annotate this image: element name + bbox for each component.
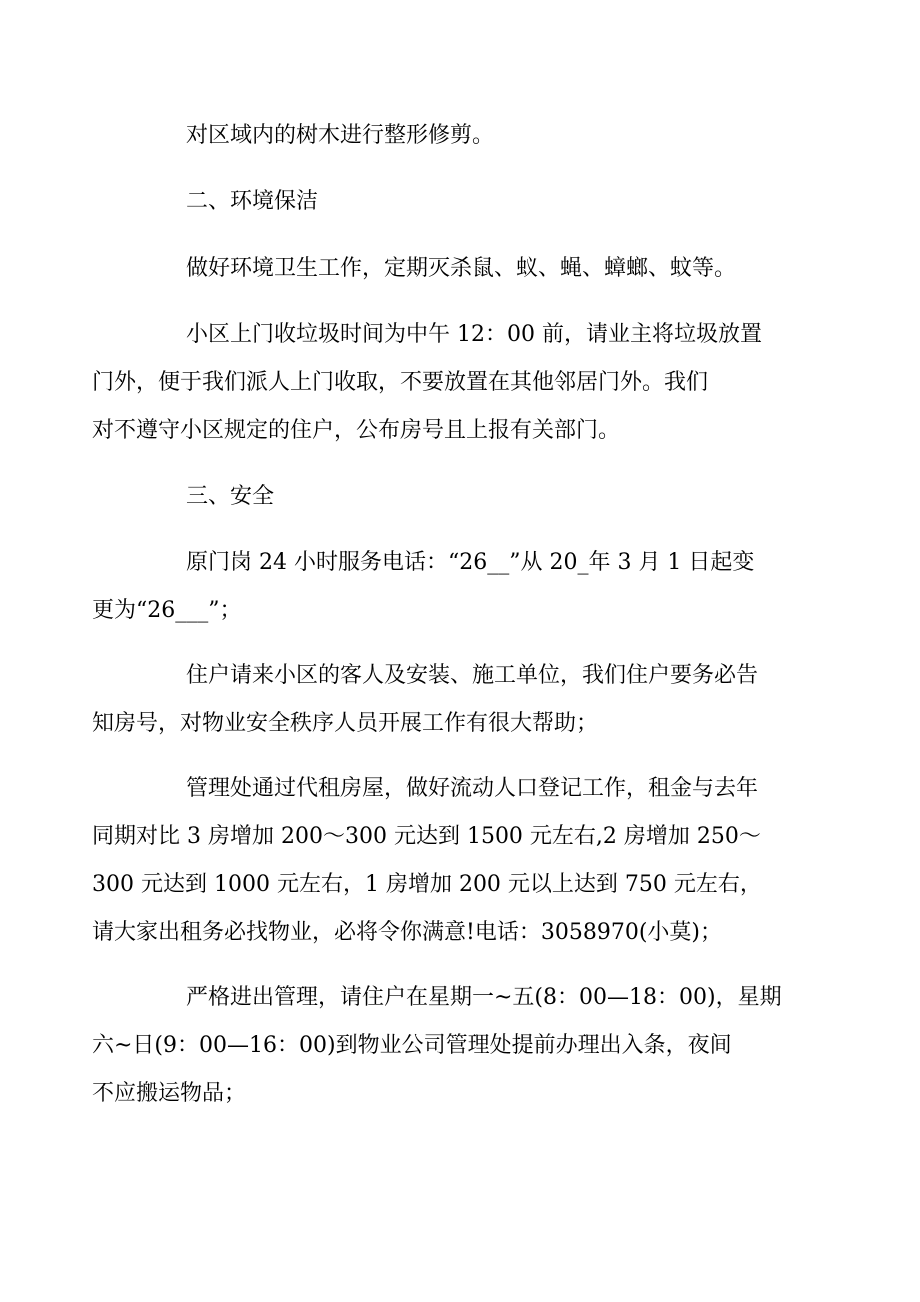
paragraph-access-control bbox=[92, 974, 794, 1118]
text-line: 对不遵守小区规定的住户，公布房号且上报有关部门。 bbox=[92, 418, 621, 443]
text-line: 管理处通过代租房屋，做好流动人口登记工作，租金与去年 bbox=[186, 776, 759, 801]
text-line: 二、环境保洁 bbox=[186, 189, 319, 214]
paragraph-garbage-collection bbox=[92, 311, 794, 455]
text-line: 小区上门收垃圾时间为中午 12：00 前，请业主将垃圾放置 bbox=[186, 322, 762, 347]
heading-environment-cleaning bbox=[139, 178, 794, 226]
text-line: 六~日(9：00—16：00)到物业公司管理处提前办理出入条，夜间 bbox=[92, 1033, 732, 1058]
text-line: 不应搬运物品； bbox=[92, 1081, 247, 1106]
paragraph-tree-pruning bbox=[139, 112, 794, 160]
text-line: 更为“26___”； bbox=[92, 598, 242, 623]
text-line: 严格进出管理，请住户在星期一~五(8：00—18：00)，星期 bbox=[186, 985, 782, 1010]
text-line: 300 元达到 1000 元左右，1 房增加 200 元以上达到 750 元左右， bbox=[92, 872, 762, 897]
text-line: 同期对比 3 房增加 200～300 元达到 1500 元左右,2 房增加 250～ bbox=[92, 824, 761, 849]
text-line: 门外，便于我们派人上门收取，不要放置在其他邻居门外。我们 bbox=[92, 370, 709, 395]
text-line: 做好环境卫生工作，定期灭杀鼠、蚁、蝇、蟑螂、蚊等。 bbox=[186, 256, 737, 281]
heading-security bbox=[139, 473, 794, 521]
text-line: 原门岗 24 小时服务电话：“26__”从 20_年 3 月 1 日起变 bbox=[186, 550, 755, 575]
paragraph-rental bbox=[92, 765, 794, 957]
paragraph-gate-phone bbox=[92, 539, 794, 635]
text-line: 住户请来小区的客人及安装、施工单位，我们住户要务必告 bbox=[186, 663, 759, 688]
paragraph-visitors bbox=[92, 652, 794, 748]
text-line: 对区域内的树木进行整形修剪。 bbox=[186, 123, 495, 148]
text-line: 请大家出租务必找物业，必将令你满意!电话：3058970(小莫)； bbox=[92, 920, 722, 945]
text-line: 知房号，对物业安全秩序人员开展工作有很大帮助； bbox=[92, 711, 599, 736]
text-line: 三、安全 bbox=[186, 484, 275, 509]
paragraph-sanitation bbox=[139, 245, 794, 293]
